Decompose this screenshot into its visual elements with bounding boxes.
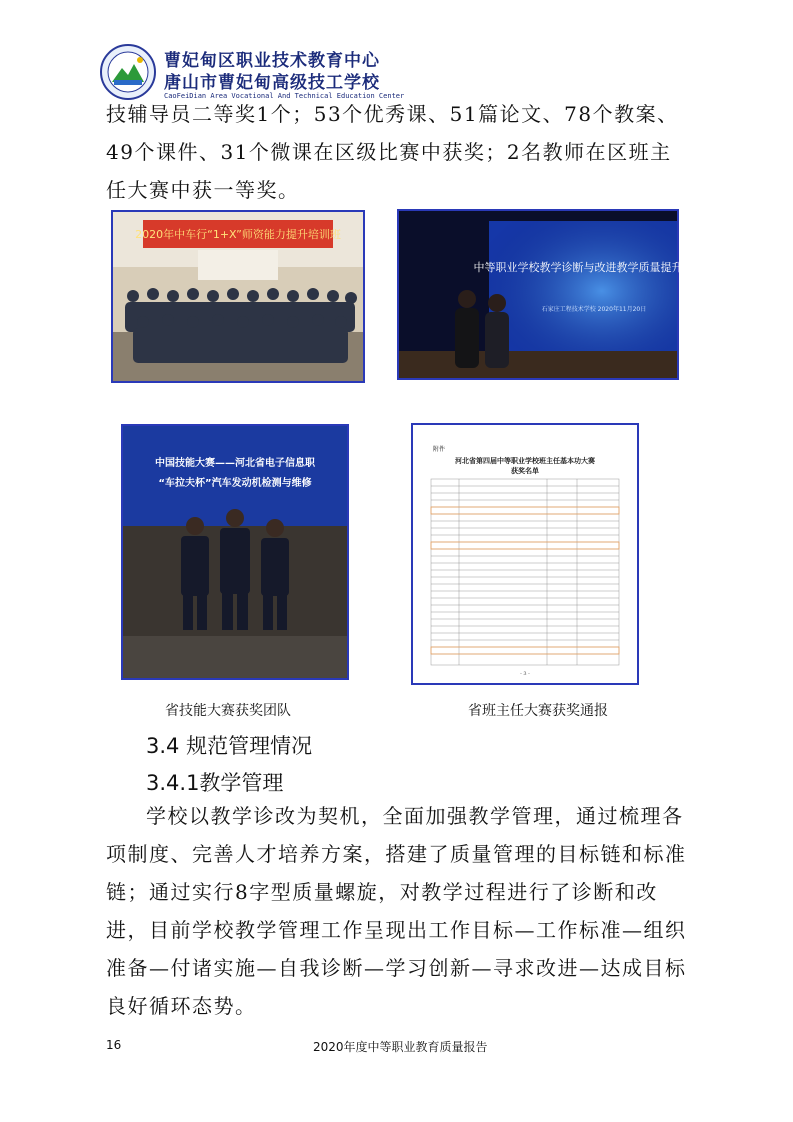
notice-subtitle: 获奖名单	[511, 466, 539, 475]
diagnosis-training-photo	[397, 209, 705, 380]
subsection-heading: 3.4.1教学管理	[146, 771, 284, 795]
skills-team-photo	[121, 424, 349, 680]
banner-line2: “车拉夫杯”汽车发动机检测与维修	[158, 478, 312, 489]
training-group-photo	[111, 210, 365, 383]
notice-title: 河北省第四届中等职业学校班主任基本功大赛	[455, 456, 595, 465]
school-name-cn-1: 曹妃甸区职业技术教育中心	[164, 51, 380, 71]
section-heading: 3.4 规范管理情况	[146, 734, 313, 758]
screen-title: 中等职业学校教学诊断与改进教学质量提升培训	[473, 261, 705, 274]
banner-line1: 中国技能大赛——河北省电子信息职	[155, 458, 315, 469]
school-name-cn-2: 唐山市曹妃甸高级技工学校	[164, 73, 380, 93]
attach-label: 附件	[433, 446, 446, 453]
screen-subtitle: 石家庄工程技术学校 2020年11月20日	[541, 306, 647, 313]
caption-skills-team: 省技能大赛获奖团队	[165, 703, 291, 719]
award-notice-image	[413, 425, 637, 683]
school-name-en: CaoFeiDian Area Vocational And Technical Education Center	[164, 92, 405, 100]
training-screen-image	[399, 211, 705, 378]
paragraph-awards: 技辅导员二等奖1个；53个优秀课、51篇论文、78个教案、49个课件、31个微课在区级比赛中获奖；2名教师在区班主任大赛中获一等奖。	[106, 102, 679, 202]
paragraph-teaching-management: 学校以教学诊改为契机，全面加强教学管理，通过梳理各项制度、完善人才培养方案，搭建了质量管理的目标链和标准链；通过实行8字型质量螺旋，对教学过程进行了诊断和改进，目前学校教学管理工作呈现出工作目标—工作标准—组织准备—付诸实施—自我诊断—学习创新—寻求改进—达成目标良好循环态势。	[106, 804, 687, 1018]
skills-team-image	[123, 426, 347, 678]
group-photo-image	[113, 212, 363, 381]
caption-award-notice: 省班主任大赛获奖通报	[468, 703, 608, 719]
footer-report-title: 2020年度中等职业教育质量报告	[313, 1040, 488, 1054]
award-notice-photo	[411, 423, 639, 685]
notice-page-number: - 3 -	[520, 671, 530, 677]
page-number: 16	[106, 1038, 122, 1052]
group-photo-banner: 2020年中车行“1+X”师资能力提升培训班	[135, 228, 341, 241]
school-logo-icon	[100, 44, 156, 100]
